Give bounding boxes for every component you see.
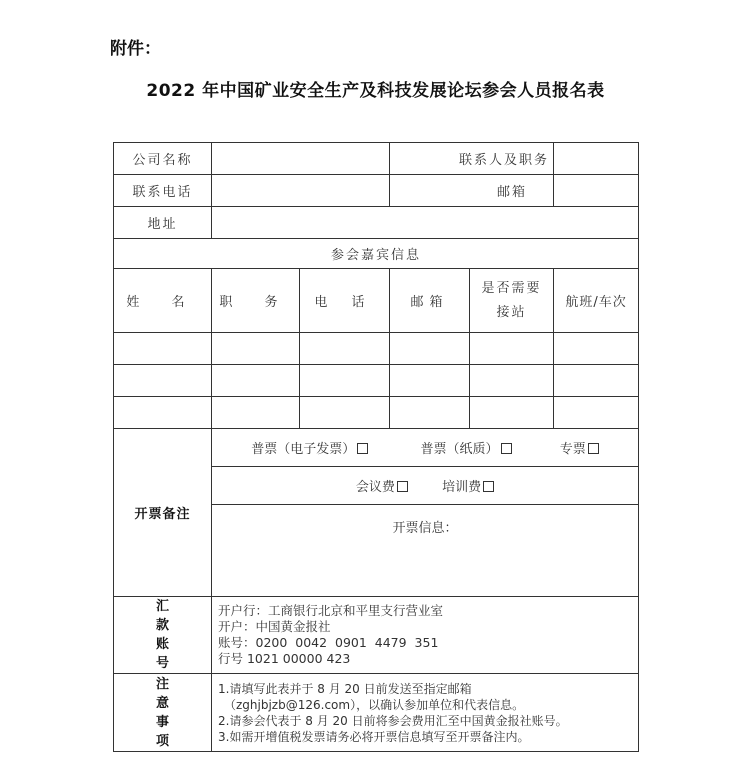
remittance-label-cell xyxy=(114,597,212,674)
remittance-label-char: 款 xyxy=(155,618,169,633)
note-line: 2.请参会代表于 8 月 20 日前将参会费用汇至中国黄金报社账号。 xyxy=(218,713,568,728)
guest-cell[interactable] xyxy=(300,365,390,397)
invoice-fee-row xyxy=(212,467,639,505)
guest-cell[interactable] xyxy=(212,333,300,365)
invoice-special-checkbox[interactable] xyxy=(588,443,599,454)
fee-training-label: 培训费 xyxy=(442,480,482,495)
guest-cell[interactable] xyxy=(390,333,470,365)
notes-label-char: 意 xyxy=(155,695,169,711)
fee-meeting-checkbox[interactable] xyxy=(397,481,408,492)
notes-label-char: 注 xyxy=(155,676,169,692)
remittance-details xyxy=(212,597,639,674)
col-position-header: 职 务 xyxy=(212,269,300,333)
form-title: 2022 年中国矿业安全生产及科技发展论坛参会人员报名表 xyxy=(146,81,605,101)
col-name-header: 姓 名 xyxy=(114,269,212,333)
col-email-header: 邮箱 xyxy=(390,269,470,333)
invoice-general-electronic-label: 普票（电子发票） xyxy=(251,442,356,457)
guest-cell[interactable] xyxy=(390,365,470,397)
guest-cell[interactable] xyxy=(470,333,554,365)
notes-label-char: 项 xyxy=(155,733,169,749)
col-pickup-header xyxy=(470,269,554,333)
guest-cell[interactable] xyxy=(300,333,390,365)
guest-columns-header xyxy=(114,269,639,333)
contact-phone-field[interactable] xyxy=(212,175,390,207)
remittance-label-char: 汇 xyxy=(155,599,169,614)
pickup-header-line1: 是否需要 xyxy=(481,280,542,296)
address-field[interactable] xyxy=(212,207,639,239)
note-line: （zghjbjzb@126.com），以确认参加单位和代表信息。 xyxy=(224,697,525,712)
guest-cell[interactable] xyxy=(554,365,639,397)
invoice-general-electronic-checkbox[interactable] xyxy=(357,443,368,454)
remittance-label-char: 账 xyxy=(155,637,169,652)
note-line: 1.请填写此表并于 8 月 20 日前发送至指定邮箱 xyxy=(218,681,472,696)
invoice-remarks-label: 开票备注 xyxy=(114,429,212,597)
company-name-label: 公司名称 xyxy=(114,143,212,175)
col-flight-header: 航班/车次 xyxy=(554,269,639,333)
company-name-field[interactable] xyxy=(212,143,390,175)
invoice-info-field[interactable] xyxy=(212,505,639,597)
guest-cell[interactable] xyxy=(114,365,212,397)
invoice-type-row xyxy=(212,429,639,467)
pickup-header-line2: 接站 xyxy=(496,304,527,320)
guest-cell[interactable] xyxy=(114,333,212,365)
guest-info-header: 参会嘉宾信息 xyxy=(114,239,639,269)
account-holder: 开户：中国黄金报社 xyxy=(218,619,331,634)
col-phone-header: 电 话 xyxy=(300,269,390,333)
contact-phone-label: 联系电话 xyxy=(114,175,212,207)
invoice-general-paper-checkbox[interactable] xyxy=(501,443,512,454)
guest-row[interactable] xyxy=(114,397,639,429)
guest-cell[interactable] xyxy=(300,397,390,429)
invoice-general-paper-label: 普票（纸质） xyxy=(420,442,499,457)
bank-name: 开户行：工商银行北京和平里支行营业室 xyxy=(218,603,444,618)
guest-cell[interactable] xyxy=(554,397,639,429)
guest-cell[interactable] xyxy=(390,397,470,429)
contact-person-field[interactable] xyxy=(554,143,639,175)
notes-label-cell xyxy=(114,674,212,752)
guest-cell[interactable] xyxy=(470,365,554,397)
invoice-info-label: 开票信息： xyxy=(392,521,458,536)
guest-row[interactable] xyxy=(114,365,639,397)
guest-cell[interactable] xyxy=(212,397,300,429)
bank-code: 行号 1021 00000 423 xyxy=(218,651,351,666)
notes-label-char: 事 xyxy=(155,714,169,730)
fee-training-checkbox[interactable] xyxy=(483,481,494,492)
contact-person-label: 联系人及职务 xyxy=(459,153,550,168)
guest-cell[interactable] xyxy=(470,397,554,429)
attachment-label: 附件： xyxy=(110,39,161,59)
guest-cell[interactable] xyxy=(212,365,300,397)
address-label: 地址 xyxy=(114,207,212,239)
guest-row[interactable] xyxy=(114,333,639,365)
guest-cell[interactable] xyxy=(554,333,639,365)
account-number: 账号：0200 0042 0901 4479 351 xyxy=(218,635,439,650)
registration-form xyxy=(113,142,639,752)
email-field[interactable] xyxy=(554,175,639,207)
guest-cell[interactable] xyxy=(114,397,212,429)
email-label: 邮箱 xyxy=(497,185,528,200)
fee-meeting-label: 会议费 xyxy=(355,480,395,495)
remittance-label-char: 号 xyxy=(155,656,169,671)
invoice-special-label: 专票 xyxy=(559,442,586,457)
notes-details xyxy=(212,674,639,752)
note-line: 3.如需开增值税发票请务必将开票信息填写至开票备注内。 xyxy=(218,729,530,744)
